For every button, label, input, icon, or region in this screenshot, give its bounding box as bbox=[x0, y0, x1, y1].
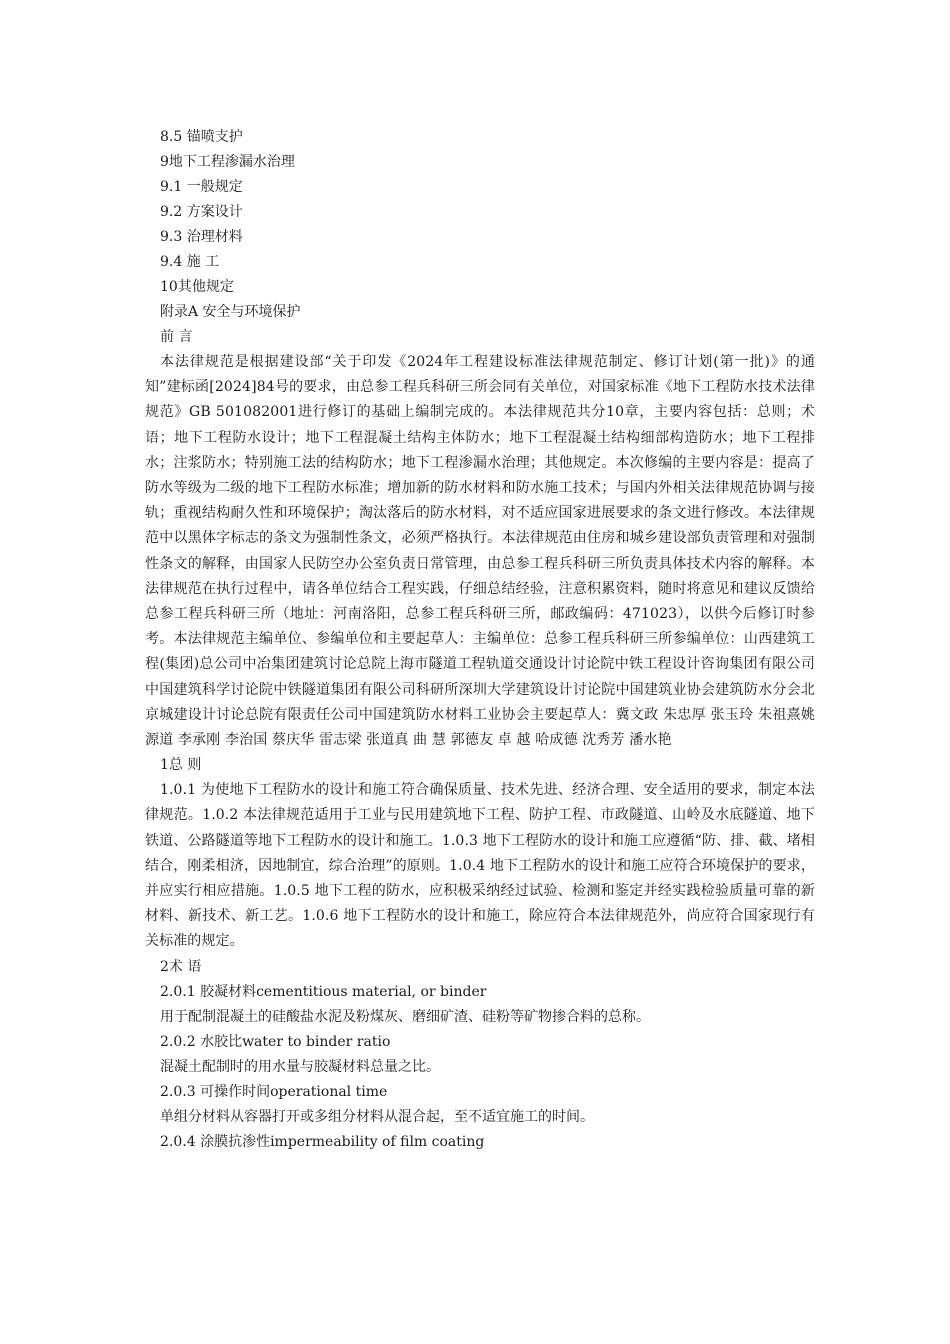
toc-item-10: 10其他规定 bbox=[160, 279, 234, 295]
document-page bbox=[145, 125, 815, 1155]
toc-item-9-1: 9.1 一般规定 bbox=[160, 179, 243, 195]
term-2-0-2-heading: 2.0.2 水胶比water to binder ratio bbox=[160, 1033, 391, 1050]
toc-item-appendix-a: 附录A 安全与环境保护 bbox=[160, 304, 301, 320]
chapter-1-heading: 1总 则 bbox=[160, 757, 202, 774]
chapter-1-paragraph: 1.0.1 为使地下工程防水的设计和施工符合确保质量、技术先进、经济合理、安全适用的要求，制定本法律规范。1.0.2 本法律规范适用于工业与民用建筑地下工程、防护工程、市政隧道、山岭及水底隧道、地下铁道、公路隧道等地下工程防水的设计和施工。1.0.3 地下工程防水的设计和施工应遵循“防、排、截、堵相结合，刚柔相济，因地制宜，综合治理”的原则。1.0.4 地下工程防水的设计和施工应符合环境保护的要求，并应实行相应措施。1.0.5 地下工程的防水，应积极采纳经过试验、检测和鉴定并经实践检验质量可靠的新材料、新技术、新工艺。1.0.6 地下工程防水的设计和施工，除应符合本法律规范外，尚应符合国家现行有关标准的规定。 bbox=[145, 782, 815, 950]
chapter-2-heading: 2术 语 bbox=[160, 958, 202, 975]
preface-heading: 前 言 bbox=[160, 329, 193, 345]
toc-item-9-2: 9.2 方案设计 bbox=[160, 204, 243, 220]
toc-item-9: 9地下工程渗漏水治理 bbox=[160, 154, 295, 170]
preface-paragraph: 本法律规范是根据建设部“关于印发《2024年工程建设标准法律规范制定、修订计划(第一批)》的通知”建标函[2024]84号的要求，由总参工程兵科研三所会同有关单位，对国家标准《地下工程防水技术法律规范》GB 501082001进行修订的基础上编制完成的。本法律规范共分10章，主要内容包括：总则；术语；地下工程防水设计；地下工程混凝土结构主体防水；地下工程混凝土结构细部构造防水；地下工程排水；注浆防水；特别施工法的结构防水；地下工程渗漏水治理；其他规定。本次修编的主要内容是：提高了防水等级为二级的地下工程防水标准；增加新的防水材料和防水施工技术；与国内外相关法律规范协调与接轨；重视结构耐久性和环境保护；淘汰落后的防水材料，对不适应国家进展要求的条文进行修改。本法律规范中以黑体字标志的条文为强制性条文，必须严格执行。本法律规范由住房和城乡建设部负责管理和对强制性条文的解释，由国家人民防空办公室负责日常管理，由总参工程兵科研三所负责具体技术内容的解释。本法律规范在执行过程中，请各单位结合工程实践，仔细总结经验，注意积累资料，随时将意见和建议反馈给总参工程兵科研三所（地址：河南洛阳，总参工程兵科研三所，邮政编码：471023），以供今后修订时参考。本法律规范主编单位、参编单位和主要起草人：主编单位：总参工程兵科研三所参编单位：山西建筑工程(集团)总公司中冶集团建筑讨论总院上海市隧道工程轨道交通设计讨论院中铁工程设计咨询集团有限公司中国建筑科学讨论院中铁隧道集团有限公司科研所深圳大学建筑设计讨论院中国建筑业协会建筑防水分会北京城建设计讨论总院有限责任公司中国建筑防水材料工业协会主要起草人：冀文政 朱忠厚 张玉玲 朱祖熹姚源道 李承刚 李治国 蔡庆华 雷志梁 张道真 曲 慧 郭德友 卓 越 哈成德 沈秀芳 潘水艳 bbox=[145, 354, 815, 749]
term-2-0-4-heading: 2.0.4 涂膜抗渗性impermeability of film coating bbox=[160, 1133, 485, 1150]
term-2-0-1-definition: 用于配制混凝土的硅酸盐水泥及粉煤灰、磨细矿渣、硅粉等矿物掺合料的总称。 bbox=[160, 1008, 650, 1025]
term-2-0-3-heading: 2.0.3 可操作时间operational time bbox=[160, 1083, 388, 1100]
term-2-0-1-heading: 2.0.1 胶凝材料cementitious material, or binder bbox=[160, 983, 487, 1000]
toc-item-9-3: 9.3 治理材料 bbox=[160, 229, 243, 245]
term-2-0-3-definition: 单组分材料从容器打开或多组分材料从混合起，至不适宜施工的时间。 bbox=[160, 1108, 594, 1125]
term-2-0-2-definition: 混凝土配制时的用水量与胶凝材料总量之比。 bbox=[160, 1058, 440, 1075]
toc-item-8-5: 8.5 锚喷支护 bbox=[160, 129, 243, 145]
toc-item-9-4: 9.4 施 工 bbox=[160, 254, 220, 270]
